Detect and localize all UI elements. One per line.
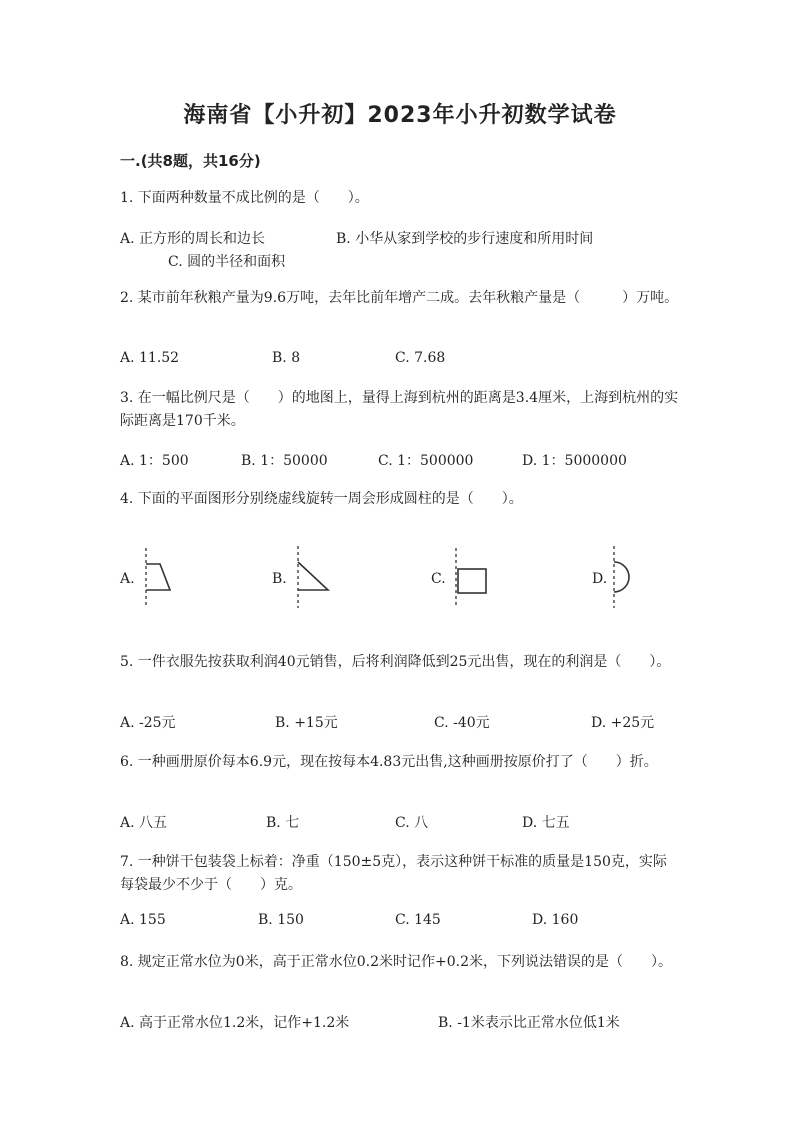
option-a[interactable]: A. 11.52 — [120, 350, 180, 366]
option-b-label[interactable]: B. — [272, 571, 287, 587]
question-5-stem: 5. 一件衣服先按获取利润40元销售，后将利润降低到25元出售，现在的利润是（ ）。 — [120, 654, 671, 670]
question-7-options — [120, 912, 680, 934]
option-a-label[interactable]: A. — [120, 571, 135, 587]
question-4-stem: 4. 下面的平面图形分别绕虚线旋转一周会形成圆柱的是（ ）。 — [120, 491, 523, 507]
figure-d-semicircle[interactable] — [606, 544, 642, 610]
option-a[interactable]: A. 八五 — [120, 815, 168, 831]
question-1-options-row2 — [120, 251, 680, 273]
question-3-options — [120, 450, 680, 472]
question-1-options — [120, 228, 680, 250]
question-3-stem: 3. 在一幅比例尺是（ ）的地图上，量得上海到杭州的距离是3.4厘米，上海到杭州的实际距离是170千米。 — [120, 390, 679, 429]
option-d[interactable]: D. 七五 — [522, 815, 570, 831]
option-a[interactable]: A. 正方形的周长和边长 — [120, 231, 266, 247]
option-c[interactable]: C. 7.68 — [395, 350, 446, 366]
option-c[interactable]: C. 圆的半径和面积 — [168, 254, 286, 270]
section-heading: 一.(共8题，共16分) — [120, 152, 261, 170]
option-d-label[interactable]: D. — [592, 571, 608, 587]
option-b[interactable]: B. 七 — [266, 815, 300, 831]
option-c[interactable]: C. -40元 — [434, 715, 490, 731]
question-1-stem: 1. 下面两种数量不成比例的是（ ）。 — [120, 190, 369, 206]
option-c[interactable]: C. 八 — [395, 815, 429, 831]
option-c[interactable]: C. 145 — [395, 912, 441, 928]
figure-c-rectangle[interactable] — [448, 546, 492, 608]
question-6-options — [120, 812, 680, 834]
option-d[interactable]: D. 1：5000000 — [522, 453, 627, 469]
option-b[interactable]: B. 小华从家到学校的步行速度和所用时间 — [336, 231, 594, 247]
figure-b-triangle[interactable] — [290, 544, 334, 610]
option-b[interactable]: B. 8 — [272, 350, 301, 366]
option-d[interactable]: D. +25元 — [591, 715, 655, 731]
question-8-options — [120, 1012, 680, 1034]
question-2-options — [120, 350, 680, 372]
question-7-stem: 7. 一种饼干包装袋上标着：净重（150±5克），表示这种饼干标准的质量是150克，实际每袋最少不少于（ ）克。 — [120, 854, 667, 893]
option-b[interactable]: B. +15元 — [275, 715, 338, 731]
option-a[interactable]: A. -25元 — [120, 715, 176, 731]
exam-title: 海南省【小升初】2023年小升初数学试卷 — [183, 103, 617, 128]
question-2-stem: 2. 某市前年秋粮产量为9.6万吨，去年比前年增产二成。去年秋粮产量是（ ）万吨。 — [120, 290, 679, 306]
option-b[interactable]: B. 150 — [258, 912, 304, 928]
question-5-options — [120, 712, 680, 734]
option-b[interactable]: B. -1米表示比正常水位低1米 — [438, 1015, 620, 1031]
option-c[interactable]: C. 1：500000 — [378, 453, 474, 469]
question-8-stem: 8. 规定正常水位为0米，高于正常水位0.2米时记作+0.2米，下列说法错误的是（ ）。 — [120, 954, 672, 970]
option-a[interactable]: A. 1：500 — [120, 453, 189, 469]
option-a[interactable]: A. 155 — [120, 912, 166, 928]
option-b[interactable]: B. 1：50000 — [241, 453, 328, 469]
question-6-stem: 6. 一种画册原价每本6.9元，现在按每本4.83元出售,这种画册按原价打了（ ）折。 — [120, 754, 658, 770]
figure-a-trapezoid[interactable] — [138, 546, 178, 608]
option-c-label[interactable]: C. — [431, 571, 446, 587]
option-a[interactable]: A. 高于正常水位1.2米，记作+1.2米 — [120, 1015, 350, 1031]
option-d[interactable]: D. 160 — [532, 912, 579, 928]
